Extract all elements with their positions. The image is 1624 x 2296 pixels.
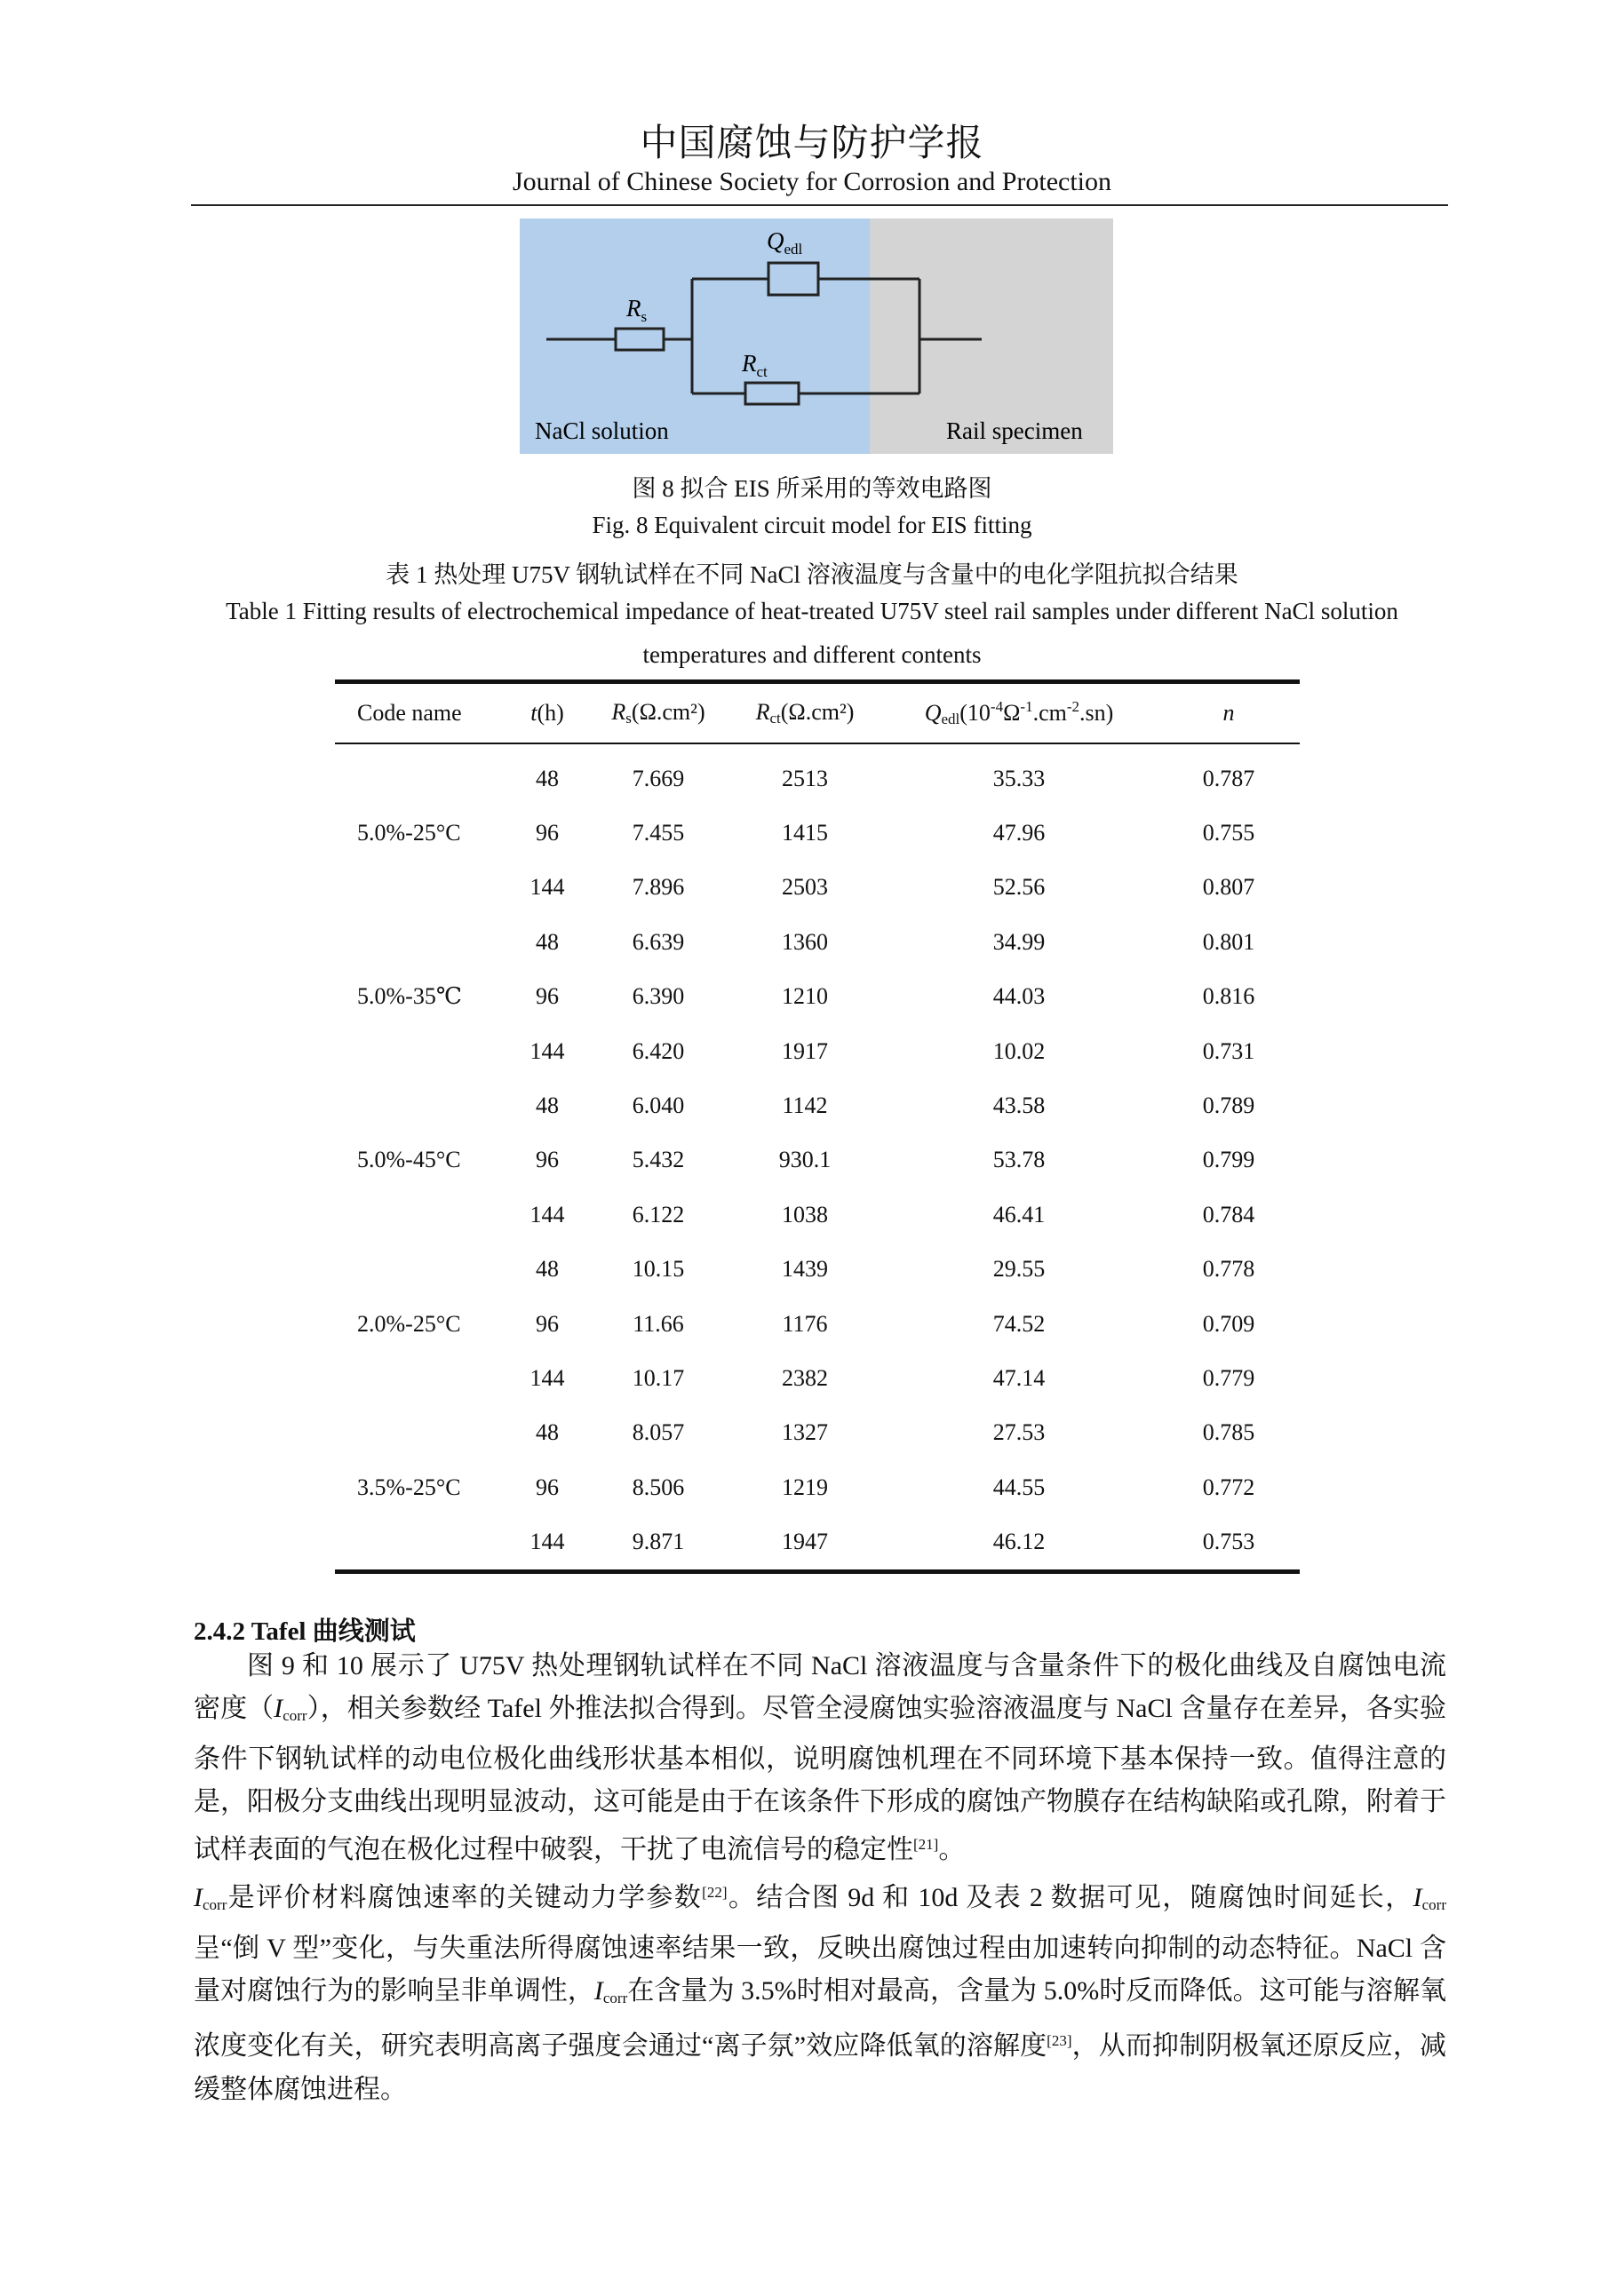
citation-21: [21] bbox=[913, 1836, 939, 1854]
table-row bbox=[335, 915, 1300, 969]
cell-rct: 1947 bbox=[729, 1514, 880, 1571]
cell-code bbox=[335, 1188, 507, 1242]
cell-t: 96 bbox=[536, 1310, 559, 1337]
table-row bbox=[335, 1188, 1300, 1242]
cell-n: 0.784 bbox=[1202, 1201, 1255, 1227]
cell-q: 27.53 bbox=[992, 1419, 1046, 1446]
cell-t: 48 bbox=[536, 1256, 559, 1283]
cell-rct: 1176 bbox=[782, 1310, 828, 1337]
rs-label: $R_s$ bbox=[626, 295, 648, 325]
cell-q: 53.78 bbox=[992, 1147, 1046, 1173]
col-header-rct: $R_{ct}(\Omega.cm^2)$ bbox=[729, 682, 880, 744]
cell-rs: 6.390 bbox=[632, 983, 685, 1010]
cell-code bbox=[335, 1078, 507, 1132]
col-header-qedl: $Q_{edl}(10^{-4}\Omega^{-1}.cm^{-2}.sn)$ bbox=[880, 682, 1158, 744]
cell-rs: 6.040 bbox=[632, 1092, 685, 1119]
cell-t: 48 bbox=[536, 1092, 559, 1119]
cell-t: 144 bbox=[529, 1037, 565, 1064]
citation-22: [22] bbox=[702, 1884, 728, 1902]
table-row bbox=[335, 970, 1300, 1024]
cell-rct: 1210 bbox=[782, 983, 828, 1010]
cell-rs: 10.17 bbox=[632, 1364, 685, 1391]
journal-title-cn: 中国腐蚀与防护学报 bbox=[640, 123, 984, 164]
cell-q: 47.14 bbox=[992, 1364, 1046, 1391]
cell-rs: 7.669 bbox=[632, 765, 685, 791]
cell-rct: 2513 bbox=[782, 765, 828, 791]
cell-t: 144 bbox=[529, 874, 565, 901]
cell-code: 3.5%-25°C bbox=[357, 1474, 461, 1500]
cell-n: 0.801 bbox=[1202, 928, 1255, 955]
cell-rs: 10.15 bbox=[632, 1256, 685, 1283]
cell-t: 48 bbox=[536, 765, 559, 791]
cell-code: 5.0%-35℃ bbox=[357, 983, 462, 1010]
cell-q: 29.55 bbox=[992, 1256, 1046, 1283]
cell-rct: 930.1 bbox=[778, 1147, 832, 1173]
table-row bbox=[335, 1133, 1300, 1188]
citation-23: [23] bbox=[1047, 2032, 1072, 2050]
cell-n: 0.731 bbox=[1202, 1037, 1255, 1064]
cell-code bbox=[335, 1406, 507, 1460]
cell-n: 0.799 bbox=[1202, 1147, 1255, 1173]
table-row bbox=[335, 1078, 1300, 1132]
table-row bbox=[335, 1406, 1300, 1460]
cell-t: 96 bbox=[536, 1474, 559, 1500]
cell-rct: 1142 bbox=[782, 1092, 828, 1119]
cell-t: 144 bbox=[507, 1514, 587, 1571]
table-row bbox=[335, 1351, 1300, 1405]
cell-rs: 5.432 bbox=[632, 1147, 685, 1173]
col-header-code: Code name bbox=[335, 682, 507, 744]
body-paragraph: 图 9 和 10 展示了 U75V 热处理钢轨试样在不同 NaCl 溶液温度与含量条件下的极化曲线及自腐蚀电流密度$(I_{corr})$，相关参数经 Tafel 外推法拟合得到。尽管全浸腐蚀实验溶液温度与 NaCl 含量存在差异，各实验条件下钢轨试样的动电位极化曲线形状基本相似，说明腐蚀机理在不同环境下基本保持一致。值得注意的是，阳极分支曲线出现明显波动，这可能是由于在该条件下形成的腐蚀产物膜存在结构缺陷或孔隙，附着于试样表面的气泡在极化过程中破裂，干扰了电流信号的稳定性[21]。 $I_{corr}$是评价材料腐蚀速率的关键动力学参数[22]。结合图 9d 和 10d 及表 2 数据可见，随腐蚀时间延长，$I_{corr}$呈“倒 V 型”变化，与失重法所得腐蚀速率结果一致，反映出腐蚀过程由加速转向抑制的动态特征。NaCl 含量对腐蚀行为的影响呈非单调性，$I_{corr}$在含量为 3.5%时相对最高，含量为 5.0%时反而降低。这可能与溶解氧浓度变化有关，研究表明高离子强度会通过“离子氛”效应降低氧的溶解度[23]，从而抑制阴极氧还原反应，减缓整体腐蚀进程。 bbox=[194, 1651, 1447, 2104]
cell-rs: 7.896 bbox=[632, 874, 685, 901]
cell-q: 10.02 bbox=[992, 1037, 1046, 1064]
table-row bbox=[335, 1297, 1300, 1351]
cell-q: 44.55 bbox=[992, 1474, 1046, 1500]
cell-q: 35.33 bbox=[992, 765, 1046, 791]
cell-code bbox=[335, 915, 507, 969]
cell-q: 46.41 bbox=[992, 1201, 1046, 1227]
header-rule bbox=[191, 204, 1448, 206]
col-header-t: t(h) bbox=[507, 682, 587, 744]
section-title: 2.4.2 Tafel 曲线测试 bbox=[194, 1617, 416, 1646]
cell-q: 47.96 bbox=[992, 820, 1046, 846]
cell-rct: 1360 bbox=[782, 928, 828, 955]
cell-n: 0.753 bbox=[1158, 1514, 1300, 1571]
cell-n: 0.755 bbox=[1202, 820, 1255, 846]
cell-t: 144 bbox=[529, 1364, 565, 1391]
cell-q: 52.56 bbox=[992, 874, 1046, 901]
cell-code bbox=[335, 1514, 507, 1571]
cell-code bbox=[335, 1024, 507, 1078]
cell-n: 0.785 bbox=[1202, 1419, 1255, 1446]
figure-caption-cn: 图 8 拟合 EIS 所采用的等效电路图 bbox=[632, 475, 992, 502]
cell-rs: 7.455 bbox=[632, 820, 685, 846]
cell-code: 2.0%-25°C bbox=[357, 1310, 461, 1337]
cell-n: 0.816 bbox=[1202, 983, 1255, 1010]
cell-code bbox=[335, 1351, 507, 1405]
cell-rct: 2503 bbox=[782, 874, 828, 901]
cell-rct: 1038 bbox=[782, 1201, 828, 1227]
col-header-rs: $R_s(\Omega.cm^2)$ bbox=[587, 682, 729, 744]
cell-code bbox=[335, 861, 507, 915]
cell-rct: 1219 bbox=[782, 1474, 828, 1500]
cell-q: 74.52 bbox=[992, 1310, 1046, 1337]
rail-specimen-label: Rail specimen bbox=[946, 417, 1083, 444]
cell-code: 5.0%-25°C bbox=[357, 820, 461, 846]
equivalent-circuit-figure bbox=[520, 218, 1113, 454]
table-row bbox=[335, 743, 1300, 806]
cell-rs: 9.871 bbox=[587, 1514, 729, 1571]
cell-q: 43.58 bbox=[992, 1092, 1046, 1119]
col-header-n: n bbox=[1158, 682, 1300, 744]
cell-n: 0.772 bbox=[1202, 1474, 1255, 1500]
cell-rct: 1439 bbox=[782, 1256, 828, 1283]
table-row bbox=[335, 1460, 1300, 1514]
cell-n: 0.787 bbox=[1202, 765, 1255, 791]
nacl-solution-label: NaCl solution bbox=[535, 417, 669, 444]
table-row bbox=[335, 861, 1300, 915]
figure-caption-en: Fig. 8 Equivalent circuit model for EIS fitting bbox=[592, 512, 1032, 538]
cell-rct: 2382 bbox=[782, 1364, 828, 1391]
cell-rs: 8.057 bbox=[632, 1419, 685, 1446]
cell-rs: 6.639 bbox=[632, 928, 685, 955]
cell-rs: 11.66 bbox=[633, 1310, 684, 1337]
table-caption-cn: 表 1 热处理 U75V 钢轨试样在不同 NaCl 溶液温度与含量中的电化学阻抗拟合结果 bbox=[386, 561, 1238, 588]
table-caption-en-line1: Table 1 Fitting results of electrochemical impedance of heat-treated U75V steel rail samples under different NaCl solution bbox=[226, 598, 1398, 624]
rct-label: $R_{ct}$ bbox=[742, 350, 768, 380]
cell-rct: 1415 bbox=[782, 820, 828, 846]
cell-q: 44.03 bbox=[992, 983, 1046, 1010]
cell-code: 5.0%-45°C bbox=[357, 1147, 461, 1173]
cell-t: 96 bbox=[536, 983, 559, 1010]
cell-rct: 1327 bbox=[782, 1419, 828, 1446]
table-row bbox=[335, 1024, 1300, 1078]
cell-t: 96 bbox=[536, 1147, 559, 1173]
table-header-row bbox=[335, 682, 1300, 744]
cell-code bbox=[335, 1243, 507, 1297]
cell-rs: 6.122 bbox=[632, 1201, 685, 1227]
qedl-label: $Q_{edl}$ bbox=[767, 227, 803, 258]
cell-t: 96 bbox=[536, 820, 559, 846]
cell-q: 34.99 bbox=[992, 928, 1046, 955]
cell-n: 0.709 bbox=[1202, 1310, 1255, 1337]
cell-t: 144 bbox=[529, 1201, 565, 1227]
table-row bbox=[335, 1243, 1300, 1297]
cell-t: 48 bbox=[536, 928, 559, 955]
cell-n: 0.778 bbox=[1202, 1256, 1255, 1283]
table-row bbox=[335, 806, 1300, 860]
cell-n: 0.789 bbox=[1202, 1092, 1255, 1119]
cell-rs: 8.506 bbox=[632, 1474, 685, 1500]
eis-fitting-table bbox=[335, 679, 1300, 1574]
table-row bbox=[335, 1514, 1300, 1571]
cell-n: 0.779 bbox=[1202, 1364, 1255, 1391]
cell-rct: 1917 bbox=[782, 1037, 828, 1064]
journal-title-en: Journal of Chinese Society for Corrosion and Protection bbox=[512, 167, 1112, 196]
cell-code bbox=[335, 743, 507, 806]
cell-n: 0.807 bbox=[1202, 874, 1255, 901]
table-caption-en-line2: temperatures and different contents bbox=[642, 641, 982, 668]
cell-q: 46.12 bbox=[880, 1514, 1158, 1571]
cell-t: 48 bbox=[536, 1419, 559, 1446]
cell-rs: 6.420 bbox=[632, 1037, 685, 1064]
table-body bbox=[335, 743, 1300, 1571]
